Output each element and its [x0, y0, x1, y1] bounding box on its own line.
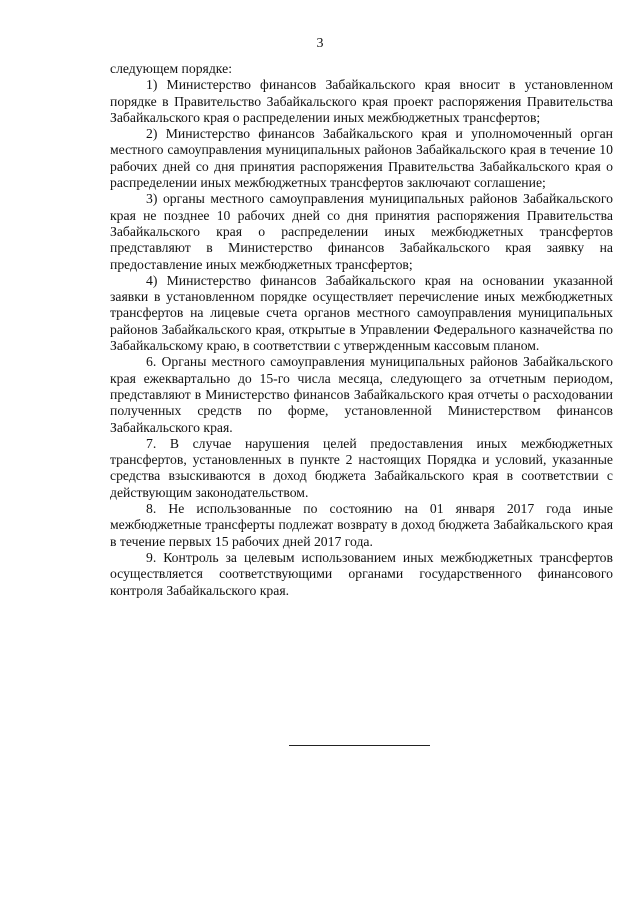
- paragraph-section-7: 7. В случае нарушения целей предоставления иных межбюджетных трансфертов, установленных в пункте 2 настоящих Порядка и условий, указанные средства взыскиваются в доход бюджета Забайкальского края в соответствии с действующим законодательством.: [110, 435, 613, 500]
- document-body: [110, 61, 613, 599]
- paragraph-continuation: следующем порядке:: [110, 61, 232, 76]
- paragraph-section-9: 9. Контроль за целевым использованием иных межбюджетных трансфертов осуществляется соответствующими органами государственного финансового контроля Забайкальского края.: [110, 549, 613, 598]
- page-number: 3: [316, 36, 324, 51]
- paragraph-item-3: 3) органы местного самоуправления муниципальных районов Забайкальского края не позднее 10 рабочих дней со дня принятия распоряжения Правительства Забайкальского края о распределении иных межбюджетных трансфертов представляют в Министерство финансов Забайкальского края заявку на предоставление иных межбюджетных трансфертов;: [110, 191, 613, 272]
- paragraph-section-8: 8. Не использованные по состоянию на 01 января 2017 года иные межбюджетные трансферты подлежат возврату в доход бюджета Забайкальского края в течение первых 15 рабочих дней 2017 года.: [110, 501, 613, 549]
- paragraph-item-1: 1) Министерство финансов Забайкальского края вносит в установленном порядке в Правительство Забайкальского края проект распоряжения Правительства Забайкальского края о распределении иных межбюджетных трансфертов;: [110, 77, 613, 125]
- paragraph-section-6: 6. Органы местного самоуправления муниципальных районов Забайкальского края ежеквартально до 15-го числа месяца, следующего за отчетным периодом, представляют в Министерство финансов Забайкальского края отчеты о расходовании полученных средств по форме, установленной Министерством финансов Забайкальского края.: [110, 354, 613, 435]
- paragraph-item-2: 2) Министерство финансов Забайкальского края и уполномоченный орган местного самоуправления муниципальных районов Забайкальского края в течение 10 рабочих дней со дня принятия распоряжения Правительства Забайкальского края о распределении иных межбюджетных трансфертов заключают соглашение;: [110, 126, 613, 191]
- paragraph-item-4: 4) Министерство финансов Забайкальского края на основании указанной заявки в установленном порядке осуществляет перечисление иных межбюджетных трансфертов на лицевые счета органов местного самоуправления муниципальных районов Забайкальского края, открытые в Управлении Федерального казначейства по Забайкальскому краю, в соответствии с утвержденным кассовым планом.: [110, 272, 613, 354]
- end-of-document-line: [289, 745, 430, 746]
